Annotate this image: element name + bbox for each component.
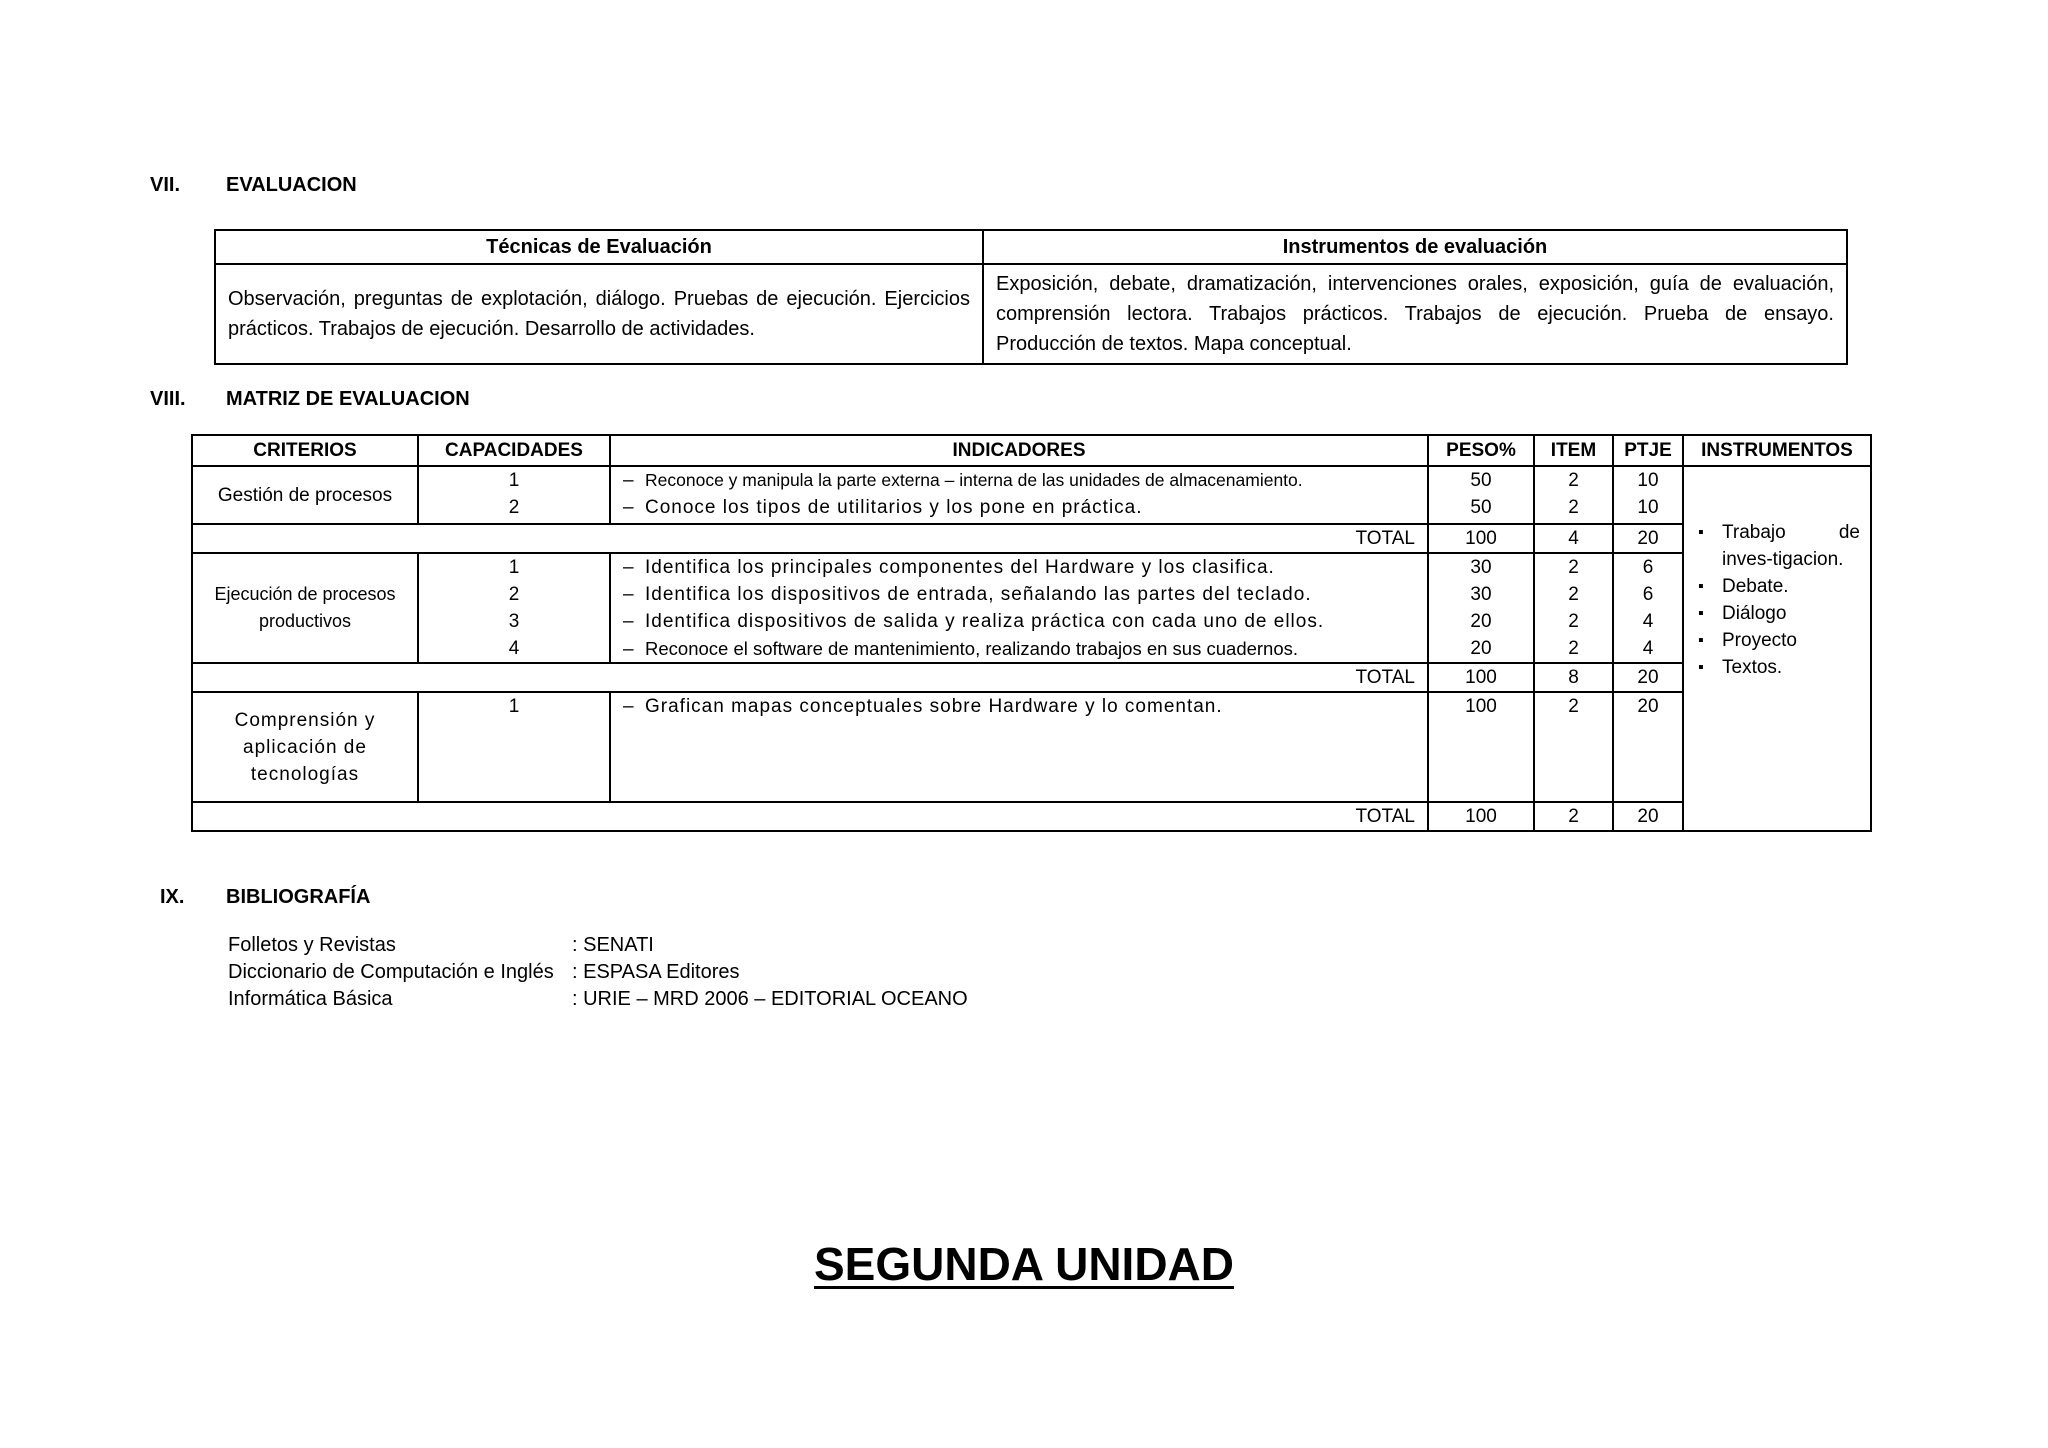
peso-value: 50 [1470,470,1492,491]
ptje-value: 10 [1637,470,1659,491]
item-value: 2 [1568,584,1579,605]
total-item: 8 [1534,663,1613,692]
col-peso: PESO% [1428,435,1534,466]
list-item: ▪ Debate. [1698,573,1860,600]
capacidad: 2 [508,584,520,605]
indicador: – Identifica los dispositivos de entrada, señalando las partes del teclado. [623,584,1312,605]
ptje-cell [1613,553,1683,663]
ptje-cell [1613,466,1683,524]
ptje-value: 10 [1637,497,1659,518]
instruments-text: Exposición, debate, dramatización, intervenciones orales, exposición, guía de evaluación, comprensión lectora. Trabajos prácticos. Trabajos de ejecución. Prueba de ensayo. Producción de textos. Mapa conceptual. [996,273,1834,355]
indicador: – Identifica los principales componentes del Hardware y los clasifica. [623,557,1275,578]
indicadores-cell [610,466,1428,524]
item-cell [1534,692,1613,802]
capacidades-cell [418,553,610,663]
col-ptje: PTJE [1613,435,1683,466]
peso-value: 20 [1470,638,1492,659]
section-8-heading [150,388,470,411]
list-item [228,959,968,986]
biblio-label: Diccionario de Computación e Inglés [228,961,554,983]
peso-cell [1428,466,1534,524]
item-cell [1534,553,1613,663]
table-header: Técnicas de Evaluación [215,230,983,264]
list-item: ▪ Diálogo [1698,600,1860,627]
total-peso: 100 [1428,524,1534,553]
criterio-text: Ejecución de procesos productivos [214,584,396,631]
col-instrumentos: INSTRUMENTOS [1683,435,1871,466]
indicadores-cell [610,692,1428,802]
total-label: TOTAL [192,524,1428,553]
total-ptje: 20 [1613,802,1683,831]
col-indicadores: INDICADORES [610,435,1428,466]
section-number: VII. [150,174,181,196]
section-number: VIII. [150,388,186,410]
section-9-heading [160,886,370,909]
capacidad: 3 [508,611,520,632]
indicador: – Conoce los tipos de utilitarios y los pone en práctica. [623,497,1143,518]
total-row [192,524,1871,553]
indicador: – Reconoce y manipula la parte externa – interna de las unidades de almacenamiento. [623,470,1303,491]
peso-value: 30 [1470,584,1492,605]
indicador: – Reconoce el software de mantenimiento, realizando trabajos en sus cuadernos. [623,638,1299,660]
table-row [192,692,1871,802]
biblio-label: Folletos y Revistas [228,934,396,956]
peso-cell [1428,692,1534,802]
total-ptje: 20 [1613,524,1683,553]
unit-title [0,1237,2048,1291]
item-value: 2 [1568,638,1579,659]
ptje-value: 6 [1642,557,1654,578]
item-value: 2 [1568,557,1579,578]
capacidad: 2 [508,497,520,518]
list-item: ▪ Proyecto [1698,627,1860,654]
evaluation-matrix [191,434,1872,832]
table-row [192,466,1871,524]
criterio-cell: Gestión de procesos [192,466,418,524]
capacidad: 4 [508,638,520,659]
total-row [192,663,1871,692]
criterio-cell [192,692,418,802]
instrumentos-list [1698,519,1860,681]
capacidades-cell [418,692,610,802]
table-header: Instrumentos de evaluación [983,230,1847,264]
total-label: TOTAL [192,663,1428,692]
capacidad: 1 [508,557,520,578]
peso-value: 20 [1470,611,1492,632]
total-item: 4 [1534,524,1613,553]
total-peso: 100 [1428,663,1534,692]
total-label: TOTAL [192,802,1428,831]
ptje-value: 20 [1637,696,1659,717]
section-title: BIBLIOGRAFÍA [226,886,371,908]
peso-value: 50 [1470,497,1492,518]
capacidad: 1 [508,696,520,717]
list-item: ▪ Textos. [1698,654,1860,681]
item-value: 2 [1568,611,1579,632]
capacidades-cell [418,466,610,524]
techniques-cell [215,264,983,364]
instrumentos-cell [1683,466,1871,831]
list-item [228,932,968,959]
section-title: MATRIZ DE EVALUACION [226,388,470,410]
list-item: ▪ Trabajo de inves-tigacion. [1698,519,1860,573]
evaluation-table [214,229,1848,365]
total-peso: 100 [1428,802,1534,831]
ptje-value: 4 [1642,638,1654,659]
criterio-cell [192,553,418,663]
peso-value: 100 [1465,696,1497,717]
biblio-value: : SENATI [572,934,654,956]
item-value: 2 [1568,696,1579,717]
peso-cell [1428,553,1534,663]
item-value: 2 [1568,497,1579,518]
total-row [192,802,1871,831]
bibliography-list [228,932,968,1013]
indicador: – Grafican mapas conceptuales sobre Hardware y lo comentan. [623,696,1223,717]
matrix-header-row [192,435,1871,466]
unit-title-text: SEGUNDA UNIDAD [814,1238,1234,1290]
ptje-cell [1613,692,1683,802]
item-cell [1534,466,1613,524]
table-row [192,553,1871,663]
criterio-text: Comprensión y aplicación de tecnologías [234,709,376,785]
techniques-text: Observación, preguntas de explotación, diálogo. Pruebas de ejecución. Ejercicios prácticos. Trabajos de ejecución. Desarrollo de actividades. [228,288,970,340]
section-7-heading [150,174,357,197]
biblio-label: Informática Básica [228,988,393,1010]
item-value: 2 [1568,470,1579,491]
col-item: ITEM [1534,435,1613,466]
col-capacidades: CAPACIDADES [418,435,610,466]
biblio-value: : URIE – MRD 2006 – EDITORIAL OCEANO [572,988,968,1010]
ptje-value: 4 [1642,611,1654,632]
indicador: – Identifica dispositivos de salida y realiza práctica con cada uno de ellos. [623,611,1325,632]
section-number: IX. [160,886,185,908]
ptje-value: 6 [1642,584,1654,605]
total-item: 2 [1534,802,1613,831]
section-title: EVALUACION [226,174,357,196]
total-ptje: 20 [1613,663,1683,692]
list-item [228,986,968,1013]
indicadores-cell [610,553,1428,663]
instruments-cell [983,264,1847,364]
peso-value: 30 [1470,557,1492,578]
biblio-value: : ESPASA Editores [572,961,740,983]
col-criterios: CRITERIOS [192,435,418,466]
capacidad: 1 [508,470,520,491]
